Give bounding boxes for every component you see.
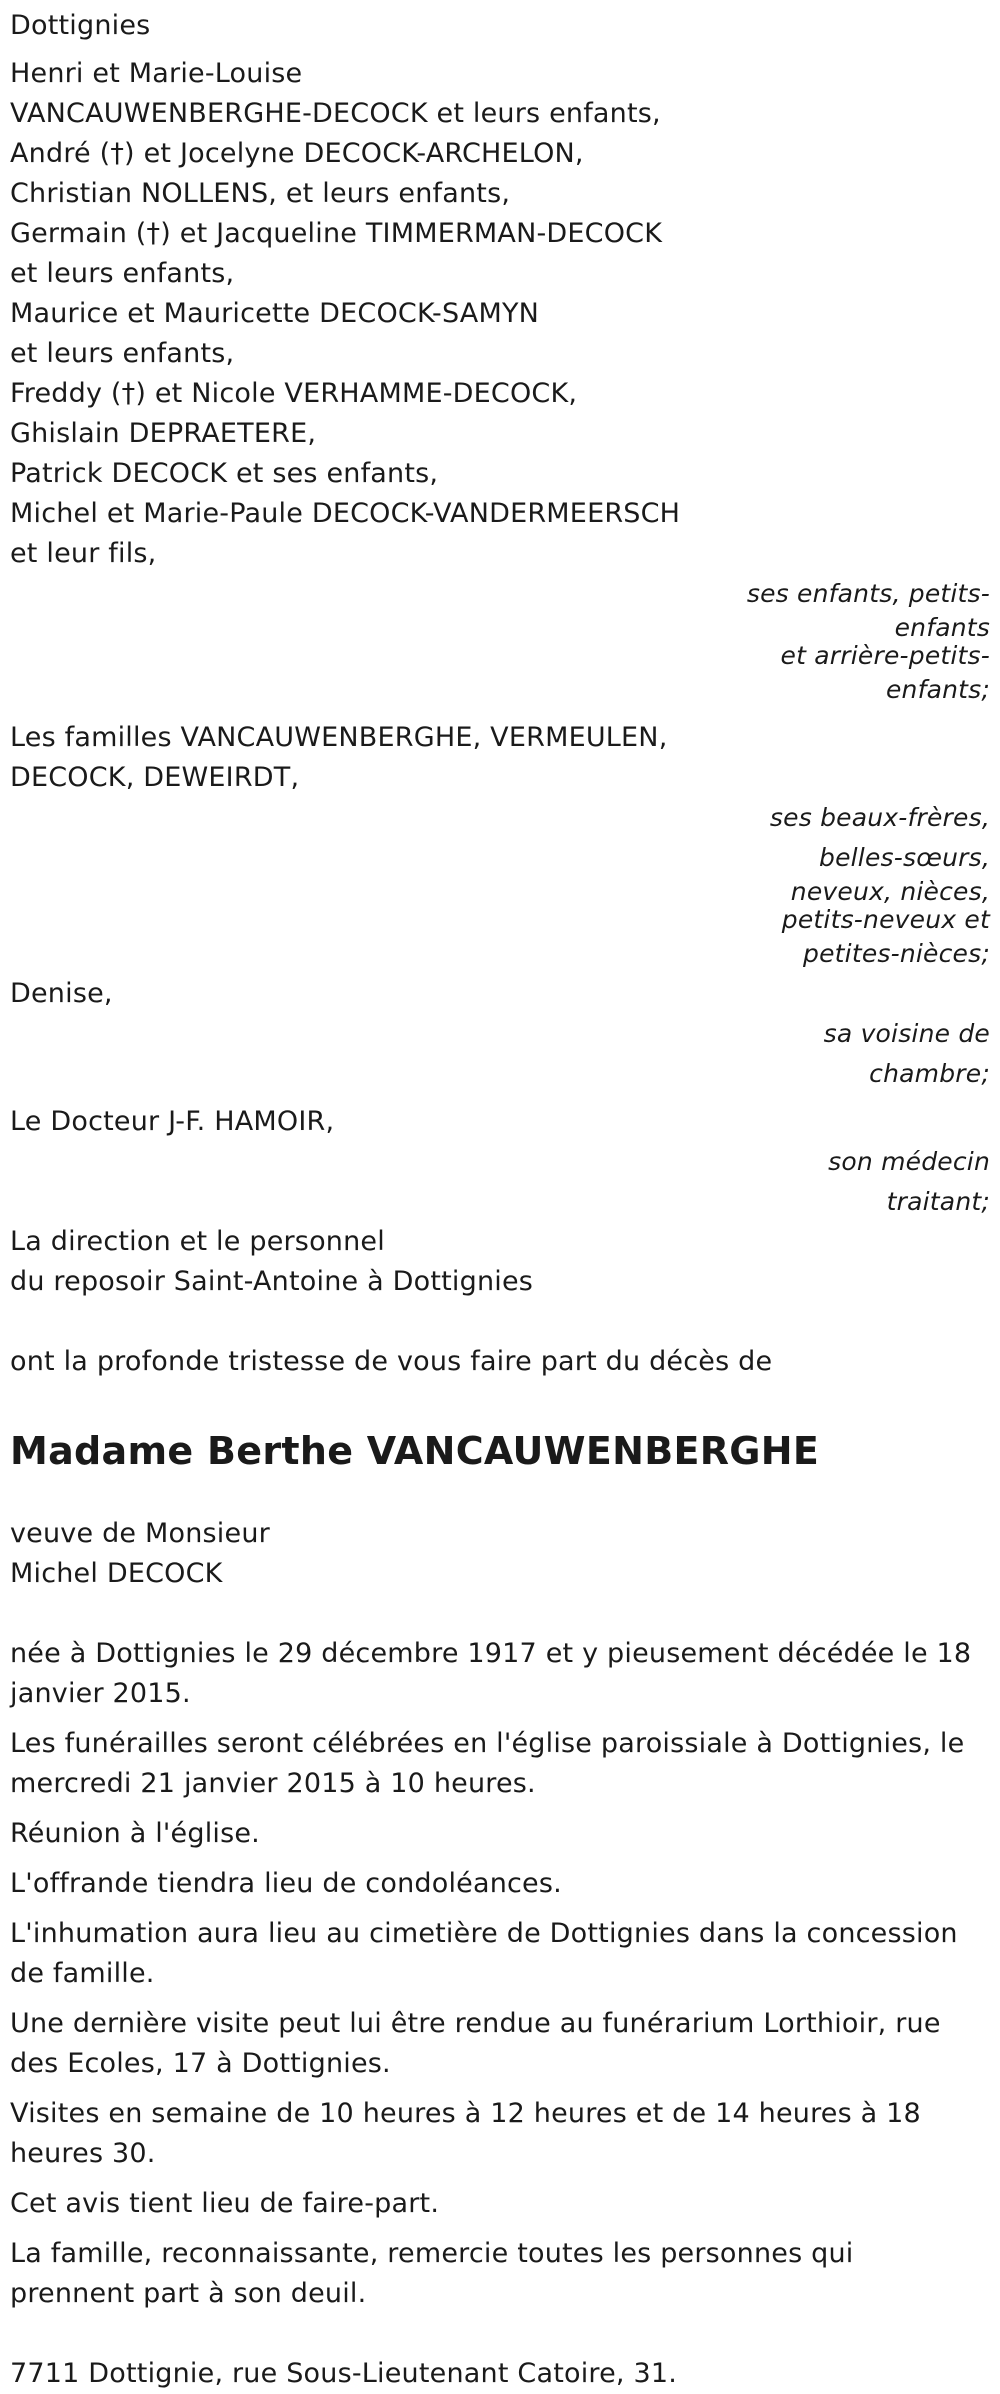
family-line: Michel et Marie-Paule DECOCK-VANDERMEERSCH xyxy=(10,498,681,529)
staff-line: du reposoir Saint-Antoine à Dottignies xyxy=(10,1266,534,1297)
detail-paragraph: Les funérailles seront célébrées en l'église paroissiale à Dottignies, le mercredi 21 janvier 2015 à 10 heures. xyxy=(10,1728,965,1799)
family-line: Ghislain DEPRAETERE, xyxy=(10,418,317,449)
family-line: VANCAUWENBERGHE-DECOCK et leurs enfants, xyxy=(10,98,661,129)
family-line: André (†) et Jocelyne DECOCK-ARCHELON, xyxy=(10,138,584,169)
announcement: ont la profonde tristesse de vous faire part du décès de xyxy=(10,1346,773,1377)
family-role xyxy=(10,574,990,710)
extended-families xyxy=(10,718,990,798)
role-line: traitant; xyxy=(886,1187,990,1216)
families-role xyxy=(10,798,990,974)
role-line: petits-neveux et xyxy=(781,905,990,934)
staff-group xyxy=(10,1222,990,1302)
doctor-role xyxy=(10,1142,990,1222)
family-line: Henri et Marie-Louise xyxy=(10,58,303,89)
detail-paragraph: Visites en semaine de 10 heures à 12 heures et de 14 heures à 18 heures 30. xyxy=(10,2098,921,2169)
role-line: ses enfants, petits- xyxy=(746,579,990,608)
role-line: neveux, nièces, xyxy=(790,877,990,906)
role-line: sa voisine de xyxy=(823,1019,990,1048)
family-line: Maurice et Mauricette DECOCK-SAMYN xyxy=(10,298,540,329)
neighbor-role xyxy=(10,1014,990,1094)
detail-paragraph: Réunion à l'église. xyxy=(10,1818,260,1849)
family-line: et leurs enfants, xyxy=(10,338,235,369)
doctor-name: Le Docteur J-F. HAMOIR, xyxy=(10,1106,335,1137)
neighbor-name: Denise, xyxy=(10,978,113,1009)
role-line: son médecin xyxy=(828,1147,990,1176)
detail-paragraph: La famille, reconnaissante, remercie toutes les personnes qui prennent part à son deuil. xyxy=(10,2238,854,2309)
role-line: ses beaux-frères, xyxy=(769,803,990,832)
detail-paragraph: L'inhumation aura lieu au cimetière de Dottignies dans la concession de famille. xyxy=(10,1918,958,1989)
family-line: Patrick DECOCK et ses enfants, xyxy=(10,458,439,489)
staff-line: La direction et le personnel xyxy=(10,1226,385,1257)
role-line: enfants; xyxy=(885,675,990,704)
role-line: petites-nièces; xyxy=(803,939,990,968)
family-line: et leurs enfants, xyxy=(10,258,235,289)
families-line: DECOCK, DEWEIRDT, xyxy=(10,762,300,793)
families-line: Les familles VANCAUWENBERGHE, VERMEULEN, xyxy=(10,722,668,753)
family-line: Freddy (†) et Nicole VERHAMME-DECOCK, xyxy=(10,378,578,409)
role-line: belles-sœurs, xyxy=(819,843,990,872)
role-line: et arrière-petits- xyxy=(780,641,990,670)
address: 7711 Dottignie, rue Sous-Lieutenant Catoire, 31. xyxy=(10,2358,678,2389)
detail-paragraph: L'offrande tiendra lieu de condoléances. xyxy=(10,1868,562,1899)
detail-paragraph: Cet avis tient lieu de faire-part. xyxy=(10,2188,440,2219)
widow-info xyxy=(10,1514,990,1594)
details xyxy=(10,1634,990,2314)
role-line: chambre; xyxy=(869,1059,990,1088)
deceased-name: Madame Berthe VANCAUWENBERGHE xyxy=(10,1429,820,1473)
family-line: Christian NOLLENS, et leurs enfants, xyxy=(10,178,511,209)
death-notice xyxy=(0,6,1000,2389)
widow-line: veuve de Monsieur xyxy=(10,1518,270,1549)
detail-paragraph: née à Dottignies le 29 décembre 1917 et y pieusement décédée le 18 janvier 2015. xyxy=(10,1638,972,1709)
role-line: enfants xyxy=(894,613,990,642)
widow-line: Michel DECOCK xyxy=(10,1558,223,1589)
family-line: et leur fils, xyxy=(10,538,157,569)
place-heading: Dottignies xyxy=(10,10,151,41)
family-line: Germain (†) et Jacqueline TIMMERMAN-DECOCK xyxy=(10,218,663,249)
detail-paragraph: Une dernière visite peut lui être rendue au funérarium Lorthioir, rue des Ecoles, 17 à Dottignies. xyxy=(10,2008,941,2079)
family-list xyxy=(10,54,990,574)
